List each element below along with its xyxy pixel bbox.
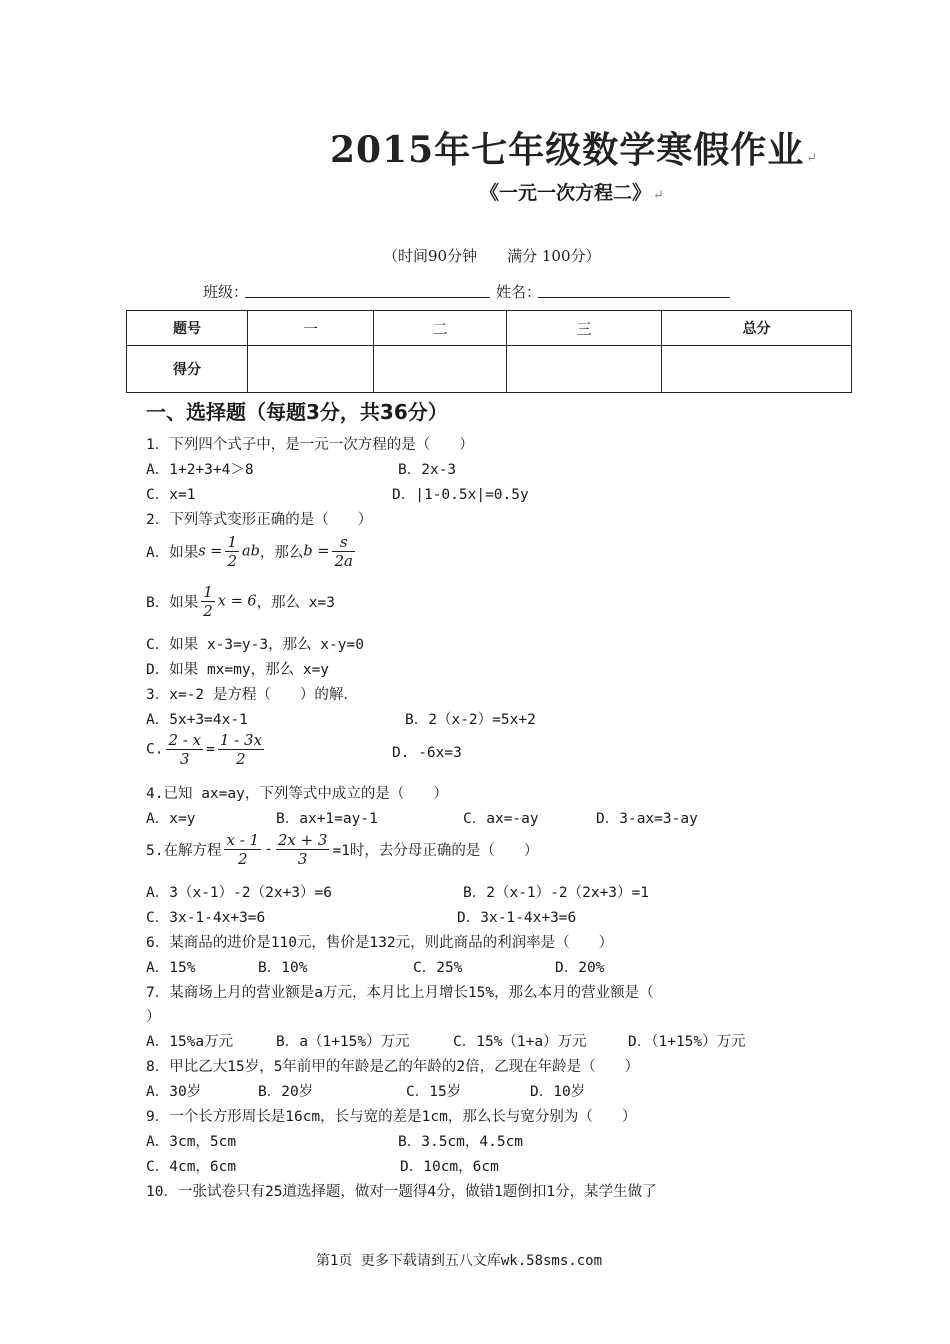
score-header-cell: 总分 [662, 311, 852, 346]
option-9b: B．3.5cm，4.5cm [398, 1134, 524, 1150]
name-underline [538, 296, 730, 298]
return-mark-icon: ↵ [653, 188, 664, 203]
option-6c: C．25% [413, 960, 463, 976]
option-1d: D．|1-0.5x|=0.5y [392, 487, 529, 503]
option-3d: D. -6x=3 [392, 745, 462, 761]
score-cell [374, 346, 507, 393]
question-7-continued: ） [146, 1009, 161, 1025]
name-label: 姓名： [496, 283, 542, 301]
option-1c: C．x=1 [146, 487, 196, 503]
score-row-label: 得分 [127, 346, 248, 393]
option-8c: C．15岁 [406, 1084, 462, 1100]
option-4b: B．ax+1=ay-1 [276, 811, 378, 827]
option-3c: C. $\frac{2 - x}{3}$ = $\frac{1 - 3x}{2}$ [146, 731, 262, 768]
score-table [126, 310, 852, 393]
section-title: 一、选择题（每题3分，共36分） [146, 400, 448, 424]
option-7c: C．15%（1+a）万元 [453, 1034, 587, 1050]
question-7: 7．某商场上月的营业额是a万元，本月比上月增长15%，那么本月的营业额是（ [146, 985, 654, 1001]
option-2b: B．如果 $\frac{1}{2}$ x = 6，那么 x=3 [146, 583, 335, 620]
question-8: 8．甲比乙大15岁，5年前甲的年龄是乙的年龄的2倍，乙现在年龄是（ ） [146, 1059, 640, 1075]
question-2: 2．下列等式变形正确的是（ ） [146, 512, 373, 528]
option-9c: C．4cm，6cm [146, 1159, 237, 1175]
option-6d: D．20% [555, 960, 605, 976]
option-3b: B．2（x-2）=5x+2 [405, 712, 536, 728]
option-8d: D．10岁 [530, 1084, 586, 1100]
return-mark-icon: ↵ [806, 151, 819, 166]
page-title: 2015年七年级数学寒假作业 ↵ [330, 129, 819, 171]
time-info: （时间90分钟 满分 100分） [383, 247, 601, 265]
option-8b: B．20岁 [258, 1084, 314, 1100]
score-cell [507, 346, 662, 393]
question-6: 6．某商品的进价是110元，售价是132元，则此商品的利润率是（ ） [146, 935, 614, 951]
option-7a: A．15%a万元 [146, 1034, 234, 1050]
option-1a: A．1+2+3+4＞8 [146, 462, 254, 478]
page-footer: 第1页 更多下载请到五八文库wk.58sms.com [316, 1253, 603, 1269]
page-subtitle: 《一元一次方程二》 ↵ [480, 182, 664, 204]
score-cell [662, 346, 852, 393]
option-1b: B．2x-3 [398, 462, 457, 478]
option-6a: A．15% [146, 960, 196, 976]
option-6b: B．10% [258, 960, 308, 976]
option-4a: A．x=y [146, 811, 196, 827]
class-underline [245, 296, 490, 298]
option-9a: A．3cm，5cm [146, 1134, 237, 1150]
question-1: 1．下列四个式子中，是一元一次方程的是（ ） [146, 437, 474, 453]
option-5a: A．3（x-1）-2（2x+3）=6 [146, 885, 332, 901]
score-header-cell: 三 [507, 311, 662, 346]
score-header-cell: 题号 [127, 311, 248, 346]
option-5d: D．3x-1-4x+3=6 [457, 910, 577, 926]
option-4d: D．3-ax=3-ay [596, 811, 698, 827]
score-header-cell: 二 [374, 311, 507, 346]
score-cell [248, 346, 374, 393]
score-header-cell: 一 [248, 311, 374, 346]
option-5b: B．2（x-1）-2（2x+3）=1 [463, 885, 649, 901]
option-9d: D．10cm，6cm [400, 1159, 499, 1175]
option-7b: B．a（1+15%）万元 [276, 1034, 410, 1050]
option-7d: D．（1+15%）万元 [628, 1034, 746, 1050]
option-5c: C．3x-1-4x+3=6 [146, 910, 266, 926]
question-9: 9．一个长方形周长是16cm，长与宽的差是1cm，那么长与宽分别为（ ） [146, 1109, 637, 1125]
question-10: 10．一张试卷只有25道选择题，做对一题得4分，做错1题倒扣1分，某学生做了 [146, 1184, 657, 1200]
option-2c: C．如果 x-3=y-3，那么 x-y=0 [146, 637, 364, 653]
option-2d: D．如果 mx=my，那么 x=y [146, 662, 330, 678]
question-4: 4.已知 ax=ay，下列等式中成立的是（ ） [146, 786, 448, 802]
option-2a: A．如果s = $\frac{1}{2}$ ab，那么b = $\frac{s}{2a}$ [146, 533, 353, 570]
option-4c: C．ax=-ay [463, 811, 539, 827]
option-3a: A．5x+3=4x-1 [146, 712, 248, 728]
option-8a: A．30岁 [146, 1084, 202, 1100]
question-3: 3．x=-2 是方程（ ）的解． [146, 687, 358, 703]
question-5: 5.在解方程 $\frac{x - 1}{2}$ - $\frac{2x + 3}{3}$ =1时，去分母正确的是（ ） [146, 831, 539, 868]
class-label: 班级： [203, 283, 249, 301]
